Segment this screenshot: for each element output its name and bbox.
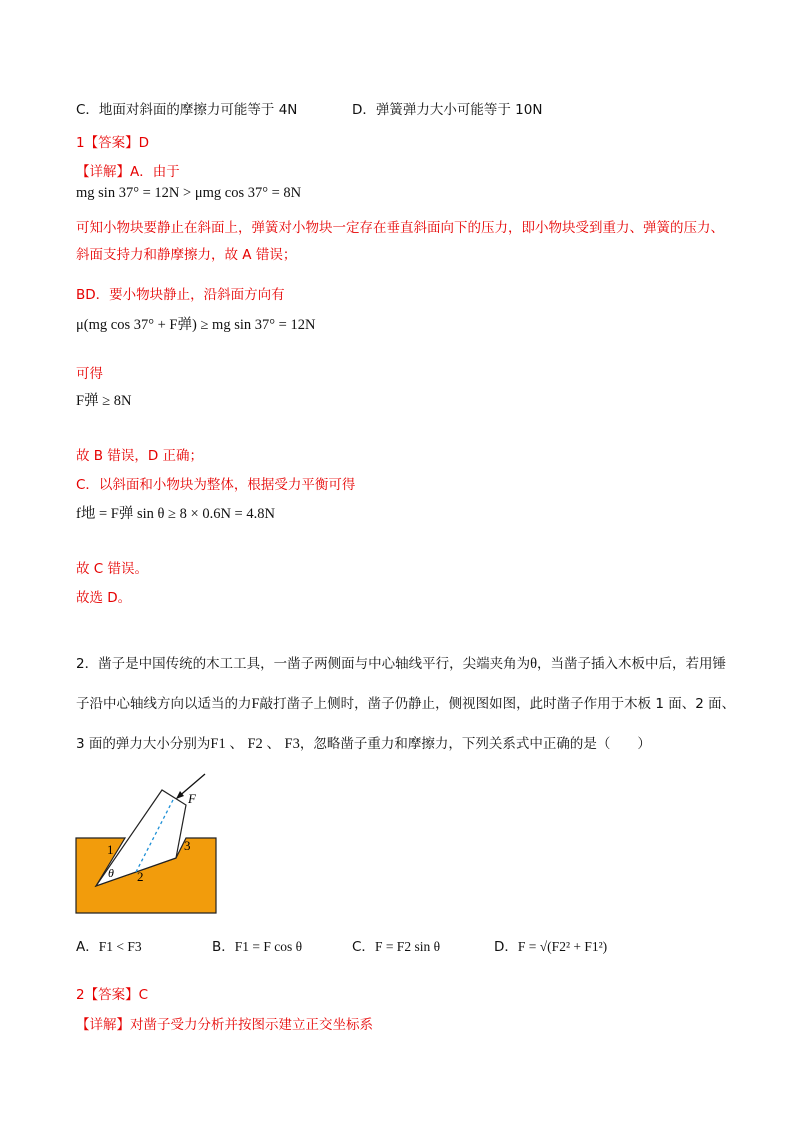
chisel-figure	[70, 768, 240, 918]
prev-option-c: C．地面对斜面的摩擦力可能等于 4N	[76, 102, 298, 118]
detail-a-text: A．由于	[130, 164, 180, 180]
q2-option-c[interactable]	[352, 935, 440, 955]
q1-c-intro: C．以斜面和小物块为整体，根据受力平衡可得	[76, 477, 356, 493]
q1-equation-3: F弹 ≥ 8N	[76, 393, 132, 409]
detail-label: 【详解】	[76, 164, 130, 180]
q2-option-a[interactable]	[76, 935, 142, 955]
option-a-expr: F1 < F3	[98, 939, 142, 954]
q1-bd-conclusion: 故 B 错误，D 正确；	[76, 448, 204, 464]
q2-detail	[76, 1013, 373, 1033]
q2-stem-d: ，忽略凿子重力和摩擦力，下列关系式中正确的是（ ）	[299, 736, 651, 752]
option-d-letter: D．	[494, 939, 518, 955]
q1-c-conclusion: 故 C 错误。	[76, 561, 149, 577]
q1-choose: 故选 D。	[76, 590, 132, 606]
q1-answer: 1【答案】D	[76, 135, 149, 151]
option-b-expr: F1 = F cos θ	[234, 939, 303, 954]
label-f: F	[188, 791, 196, 806]
q1-kede: 可得	[76, 366, 103, 382]
label-1: 1	[107, 842, 114, 857]
q2-theta: θ	[530, 656, 538, 672]
q2-stem	[76, 644, 736, 764]
q2-answer: 2【答案】C	[76, 987, 149, 1003]
q2-option-d[interactable]	[494, 935, 607, 955]
option-c-letter: C．	[352, 939, 375, 955]
q2-stem-a: 2．凿子是中国传统的木工工具，一凿子两侧面与中心轴线平行，尖端夹角为	[76, 656, 531, 672]
q2-force: F	[251, 696, 260, 712]
option-d-expr: F = √(F2² + F1²)	[517, 939, 608, 954]
q1-detail-a	[76, 160, 180, 180]
q2-stem-b: ，当凿子插入木板中后，若用锤子沿中心轴线方向以适当的力	[76, 656, 727, 712]
q2-stem-c: 敲打凿子上侧时，凿子仍静止，侧视图如图，此时凿子作用于木板 1 面、2 面、3 面的弹力大小分别为	[76, 696, 736, 752]
q2-detail-text: 对凿子受力分析并按图示建立正交坐标系	[130, 1017, 373, 1033]
q1-bd-intro: BD．要小物块静止，沿斜面方向有	[76, 287, 285, 303]
q2-forces-list: F1 、 F2 、 F3	[210, 736, 300, 752]
q1-equation-1: mg sin 37° = 12N > μmg cos 37° = 8N	[76, 185, 302, 201]
label-2: 2	[137, 869, 144, 884]
label-3: 3	[184, 838, 191, 853]
option-b-letter: B．	[212, 939, 235, 955]
q1-equation-4: f地 = F弹 sin θ ≥ 8 × 0.6N = 4.8N	[76, 506, 275, 522]
label-theta: θ	[108, 866, 114, 880]
q1-explain-a: 可知小物块要静止在斜面上，弹簧对小物块一定存在垂直斜面向下的压力，即小物块受到重力、弹簧的压力、斜面支持力和静摩擦力，故 A 错误；	[76, 220, 724, 263]
prev-option-d: D．弹簧弹力大小可能等于 10N	[352, 102, 543, 118]
q2-detail-label: 【详解】	[76, 1017, 130, 1033]
q1-equation-2: μ(mg cos 37° + F弹) ≥ mg sin 37° = 12N	[76, 317, 316, 333]
option-c-expr: F = F2 sin θ	[374, 939, 441, 954]
q2-option-b[interactable]	[212, 935, 302, 955]
option-a-letter: A．	[76, 939, 99, 955]
